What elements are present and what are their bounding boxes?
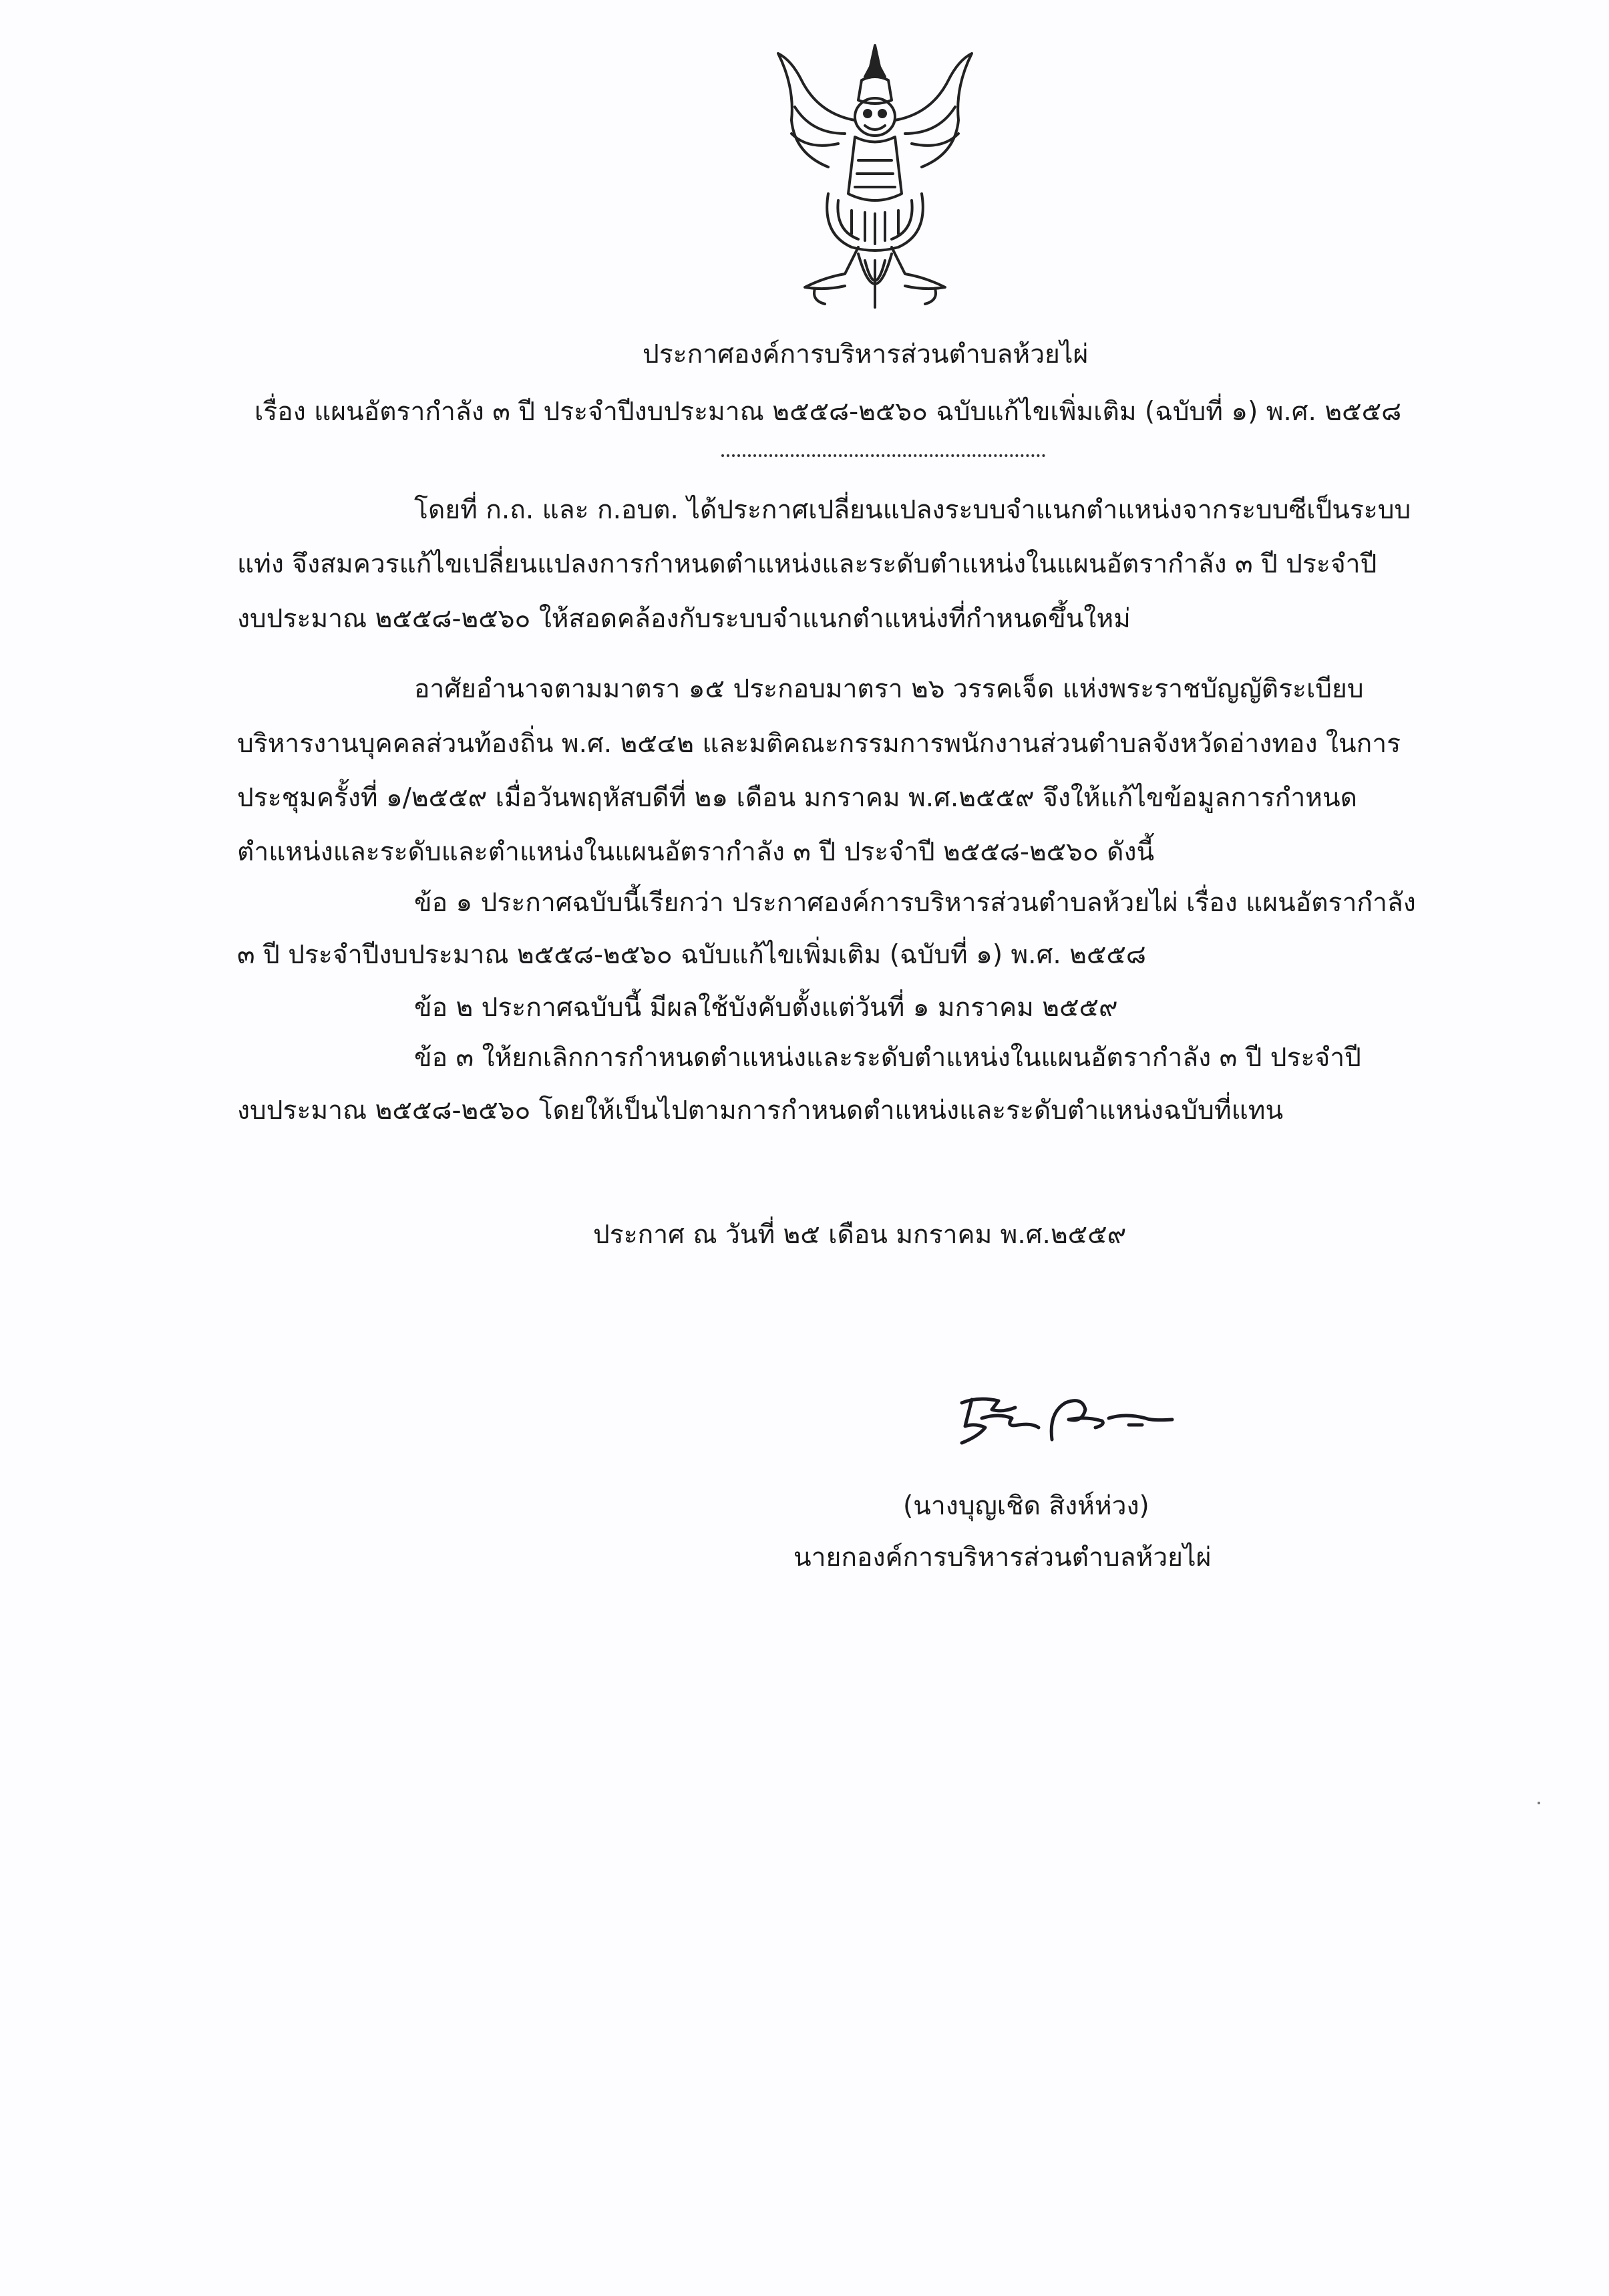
body-line: ตำแหน่งและระดับและตำแหน่งในแผนอัตรากำลัง ๓ ปี ประจำปี ๒๕๕๘-๒๕๖๐ ดังนี้ bbox=[237, 837, 1155, 867]
clause-1: ข้อ ๑ ประกาศฉบับนี้เรียกว่า ประกาศองค์การบริหารส่วนตำบลห้วยไผ่ เรื่อง แผนอัตรากำลัง bbox=[414, 888, 1416, 918]
body-line: อาศัยอำนาจตามมาตรา ๑๕ ประกอบมาตรา ๒๖ วรรคเจ็ด แห่งพระราชบัญญัติระเบียบ bbox=[414, 674, 1364, 704]
document-title: ประกาศองค์การบริหารส่วนตำบลห้วยไผ่ bbox=[643, 339, 1089, 369]
body-line: แท่ง จึงสมควรแก้ไขเปลี่ยนแปลงการกำหนดตำแหน่งและระดับตำแหน่งในแผนอัตรากำลัง ๓ ปี ประจำปี bbox=[237, 549, 1377, 579]
clause-1-continued: ๓ ปี ประจำปีงบประมาณ ๒๕๕๘-๒๕๖๐ ฉบับแก้ไขเพิ่มเติม (ฉบับที่ ๑) พ.ศ. ๒๕๕๘ bbox=[237, 940, 1146, 970]
announcement-date: ประกาศ ณ วันที่ ๒๕ เดือน มกราคม พ.ศ.๒๕๕๙ bbox=[593, 1220, 1127, 1250]
handwritten-signature bbox=[952, 1386, 1182, 1460]
signer-title: นายกองค์การบริหารส่วนตำบลห้วยไผ่ bbox=[793, 1542, 1212, 1573]
clause-3-continued: งบประมาณ ๒๕๕๘-๒๕๖๐ โดยให้เป็นไปตามการกำหนดตำแหน่งและระดับตำแหน่งฉบับที่แทน bbox=[237, 1096, 1284, 1126]
clause-2: ข้อ ๒ ประกาศฉบับนี้ มีผลใช้บังคับตั้งแต่วันที่ ๑ มกราคม ๒๕๕๙ bbox=[414, 993, 1118, 1023]
body-line: งบประมาณ ๒๕๕๘-๒๕๖๐ ให้สอดคล้องกับระบบจำแนกตำแหน่งที่กำหนดขึ้นใหม่ bbox=[237, 604, 1131, 634]
body-line: ประชุมครั้งที่ ๑/๒๕๕๙ เมื่อวันพฤหัสบดีที่ ๒๑ เดือน มกราคม พ.ศ.๒๕๕๙ จึงให้แก้ไขข้อมูลการกำหนด bbox=[237, 783, 1357, 813]
body-line: บริหารงานบุคคลส่วนท้องถิ่น พ.ศ. ๒๕๔๒ และมติคณะกรรมการพนักงานส่วนตำบลจังหวัดอ่างทอง ในการ bbox=[237, 729, 1401, 759]
scan-speck bbox=[1538, 1802, 1540, 1804]
clause-3: ข้อ ๓ ให้ยกเลิกการกำหนดตำแหน่งและระดับตำแหน่งในแผนอัตรากำลัง ๓ ปี ประจำปี bbox=[414, 1043, 1361, 1073]
body-line: โดยที่ ก.ถ. และ ก.อบต. ได้ประกาศเปลี่ยนแปลงระบบจำแนกตำแหน่งจากระบบซีเป็นระบบ bbox=[414, 495, 1411, 525]
garuda-emblem bbox=[765, 40, 985, 327]
document-subject: เรื่อง แผนอัตรากำลัง ๓ ปี ประจำปีงบประมาณ ๒๕๕๘-๒๕๖๐ ฉบับแก้ไขเพิ่มเติม (ฉบับที่ ๑) พ.ศ. ๒๕๕๘ bbox=[254, 397, 1402, 427]
signer-name: (นางบุญเชิด สิงห์ห่วง) bbox=[903, 1491, 1149, 1521]
separator-dots bbox=[721, 454, 1045, 457]
